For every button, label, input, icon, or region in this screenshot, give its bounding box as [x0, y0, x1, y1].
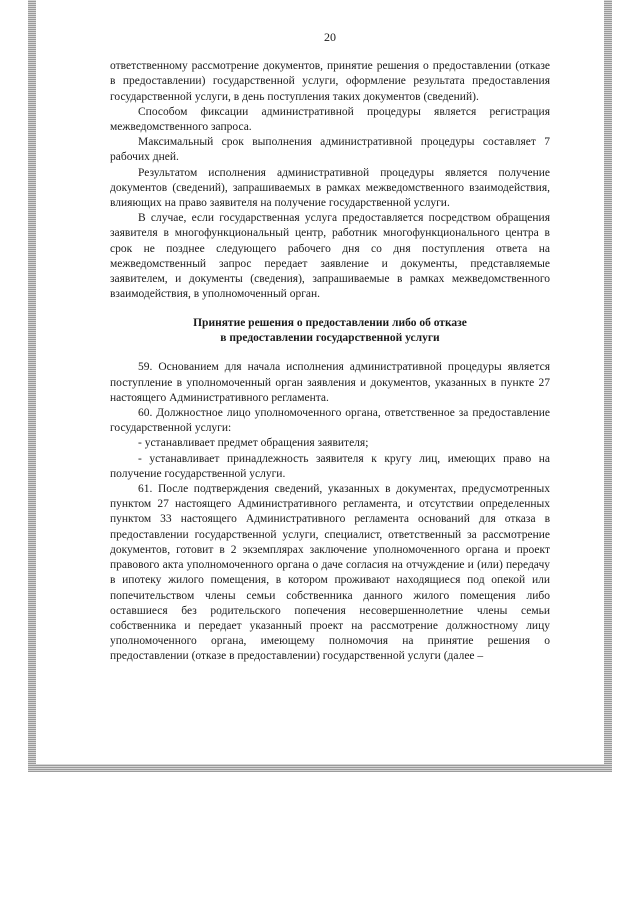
section-heading-line-1: Принятие решения о предоставлении либо об отказе [193, 317, 467, 330]
list-item: - устанавливает предмет обращения заявителя; [138, 437, 369, 450]
paragraph: ответственному рассмотрение документов, принятие решения о предоставлении (отказе в предоставлении) государственной услуги, оформление результата предоставления государственной услуги, в день поступления таких документов (сведений). [110, 60, 550, 103]
list-item: - устанавливает принадлежность заявителя к кругу лиц, имеющих право на получение государственной услуги. [110, 452, 550, 480]
paragraph: В случае, если государственная услуга предоставляется посредством обращения заявителя в многофункциональный центр, работник многофункционального центра в срок не позднее следующего рабочего дня со дня поступления ответа на межведомственный запрос передает заявление и документы, представляемые заявителем, и документы (сведения), запрашиваемые в рамках межведомственного взаимодействия, в уполномоченный орган. [110, 212, 550, 301]
section-heading-line-2: в предоставлении государственной услуги [220, 332, 440, 345]
paragraph-item-61: 61. После подтверждения сведений, указанных в документах, предусмотренных пунктом 27 настоящего Административного регламента, и отсутствии определенных пунктом 33 настоящего Административного регламента оснований для отказа в предоставлении государственной услуги, специалист, ответственный за рассмотрение документов, готовит в 2 экземплярах заключение уполномоченного органа и проект правового акта уполномоченного органа о даче согласия на отчуждение и (или) передачу в ипотеку жилого помещения, в котором проживают находящиеся под опекой или попечительством члены семьи собственника данного жилого помещения либо оставшиеся без родительского попечения несовершеннолетние члены семьи собственника и передает указанный проект на рассмотрение должностному лицу уполномоченного органа, имеющему полномочия на принятие решения о предоставлении (отказе в предоставлении) государственной услуги (далее – [110, 483, 550, 663]
paragraph-item-59: 59. Основанием для начала исполнения административной процедуры является поступление в уполномоченный орган заявления и документов, указанных в пункте 27 настоящего Административного регламента. [110, 361, 550, 404]
section-heading [110, 316, 550, 346]
scan-edge-bottom [28, 764, 612, 772]
paragraph: Результатом исполнения административной процедуры является получение документов (сведений), запрашиваемых в рамках межведомственного взаимодействия, влияющих на право заявителя на получение государственной услуги. [110, 166, 550, 210]
page-number: 20 [324, 30, 336, 44]
scan-edge-left [28, 0, 36, 772]
paragraph: Способом фиксации административной процедуры является регистрация межведомственного запроса. [110, 105, 550, 134]
document-page [110, 30, 550, 665]
paragraph: Максимальный срок выполнения административной процедуры составляет 7 рабочих дней. [110, 136, 550, 164]
paragraph-item-60: 60. Должностное лицо уполномоченного органа, ответственное за предоставление государственной услуги: [110, 407, 550, 435]
scan-edge-right [604, 0, 612, 772]
